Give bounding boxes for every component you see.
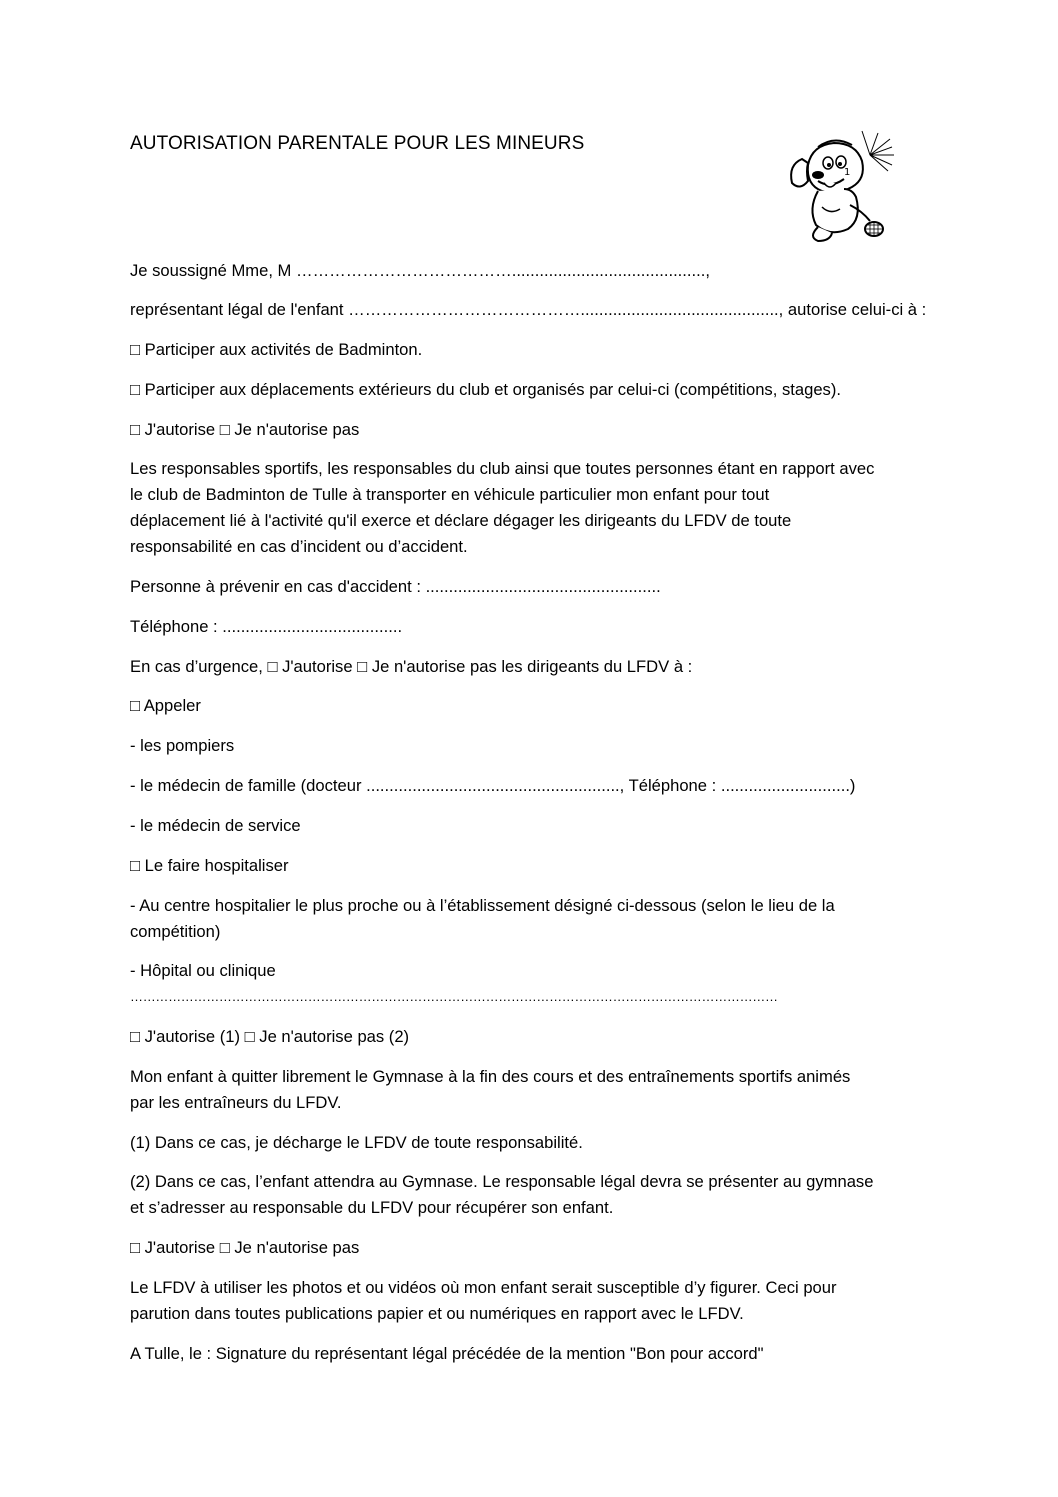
transport-paragraph <box>130 456 930 560</box>
sortie-choice: □ J'autorise (1) □ Je n'autorise pas (2) <box>130 1027 410 1046</box>
paragraph-line: (2) Dans ce cas, l’enfant attendra au Gymnase. Le responsable légal devra se présenter au gymnase <box>130 1172 874 1191</box>
soussigne-line: Je soussigné Mme, M ………………………………….........................................., <box>130 261 710 280</box>
telephone-line: Téléphone : ....................................... <box>130 617 403 636</box>
paragraph-line: par les entraîneurs du LFDV. <box>130 1093 342 1112</box>
transport-choice: □ J'autorise □ Je n'autorise pas <box>130 420 360 439</box>
representant-line: représentant légal de l'enfant ……………………………………..........................................., autorise celui-ci à : <box>130 300 927 319</box>
hopital-line: - Hôpital ou clinique <box>130 961 276 980</box>
paragraph-line: responsabilité en cas d’incident ou d’accident. <box>130 537 468 556</box>
paragraph-line: Les responsables sportifs, les responsables du club ainsi que toutes personnes étant en rapport avec <box>130 459 875 478</box>
paragraph-line: parution dans toutes publications papier et ou numériques en rapport avec le LFDV. <box>130 1304 744 1323</box>
paragraph-line: - Au centre hospitalier le plus proche ou à l’établissement désigné ci-dessous (selon le lieu de la <box>130 896 835 915</box>
paragraph-line: le club de Badminton de Tulle à transporter en véhicule particulier mon enfant pour tout <box>130 485 770 504</box>
paragraph-line: déplacement lié à l'activité qu'il exerce et déclare dégager les dirigeants du LFDV de toute <box>130 511 792 530</box>
appeler-option: □ Appeler <box>130 696 201 715</box>
paragraph-line: Mon enfant à quitter librement le Gymnase à la fin des cours et des entraînements sportifs animés <box>130 1067 851 1086</box>
document-title: AUTORISATION PARENTALE POUR LES MINEURS <box>130 133 585 154</box>
badminton-dog-cartoon-icon <box>778 125 896 247</box>
centre-hospitalier-paragraph <box>130 893 930 945</box>
participer-deplacements-option: □ Participer aux déplacements extérieurs du club et organisés par celui-ci (compétitions, stages). <box>130 380 841 399</box>
svg-text:1: 1 <box>844 167 851 178</box>
pompiers-line: - les pompiers <box>130 736 235 755</box>
urgence-line: En cas d’urgence, □ J'autorise □ Je n'autorise pas les dirigeants du LFDV à : <box>130 657 693 676</box>
personne-prevenir-line: Personne à prévenir en cas d'accident : ................................................... <box>130 577 661 596</box>
paragraph-line: compétition) <box>130 922 221 941</box>
signature-line: A Tulle, le : Signature du représentant légal précédée de la mention "Bon pour accord" <box>130 1344 764 1363</box>
paragraph-line: Le LFDV à utiliser les photos et ou vidéos où mon enfant serait susceptible d’y figurer. Ceci pour <box>130 1278 837 1297</box>
hospitaliser-option: □ Le faire hospitaliser <box>130 856 289 875</box>
photos-paragraph <box>130 1275 930 1327</box>
medecin-service-line: - le médecin de service <box>130 816 301 835</box>
participer-activites-option: □ Participer aux activités de Badminton. <box>130 340 423 359</box>
sortie-paragraph <box>130 1064 930 1116</box>
paragraph-line: et s’adresser au responsable du LFDV pour récupérer son enfant. <box>130 1198 614 1217</box>
medecin-famille-line: - le médecin de famille (docteur ......................................................., Téléphone : ............................) <box>130 776 856 795</box>
note-2-paragraph <box>130 1169 930 1221</box>
note-1-line: (1) Dans ce cas, je décharge le LFDV de toute responsabilité. <box>130 1133 583 1152</box>
photos-choice: □ J'autorise □ Je n'autorise pas <box>130 1238 360 1257</box>
hopital-dots-line: ……………………………………………………………………………………………………………………………………… <box>130 989 778 1004</box>
